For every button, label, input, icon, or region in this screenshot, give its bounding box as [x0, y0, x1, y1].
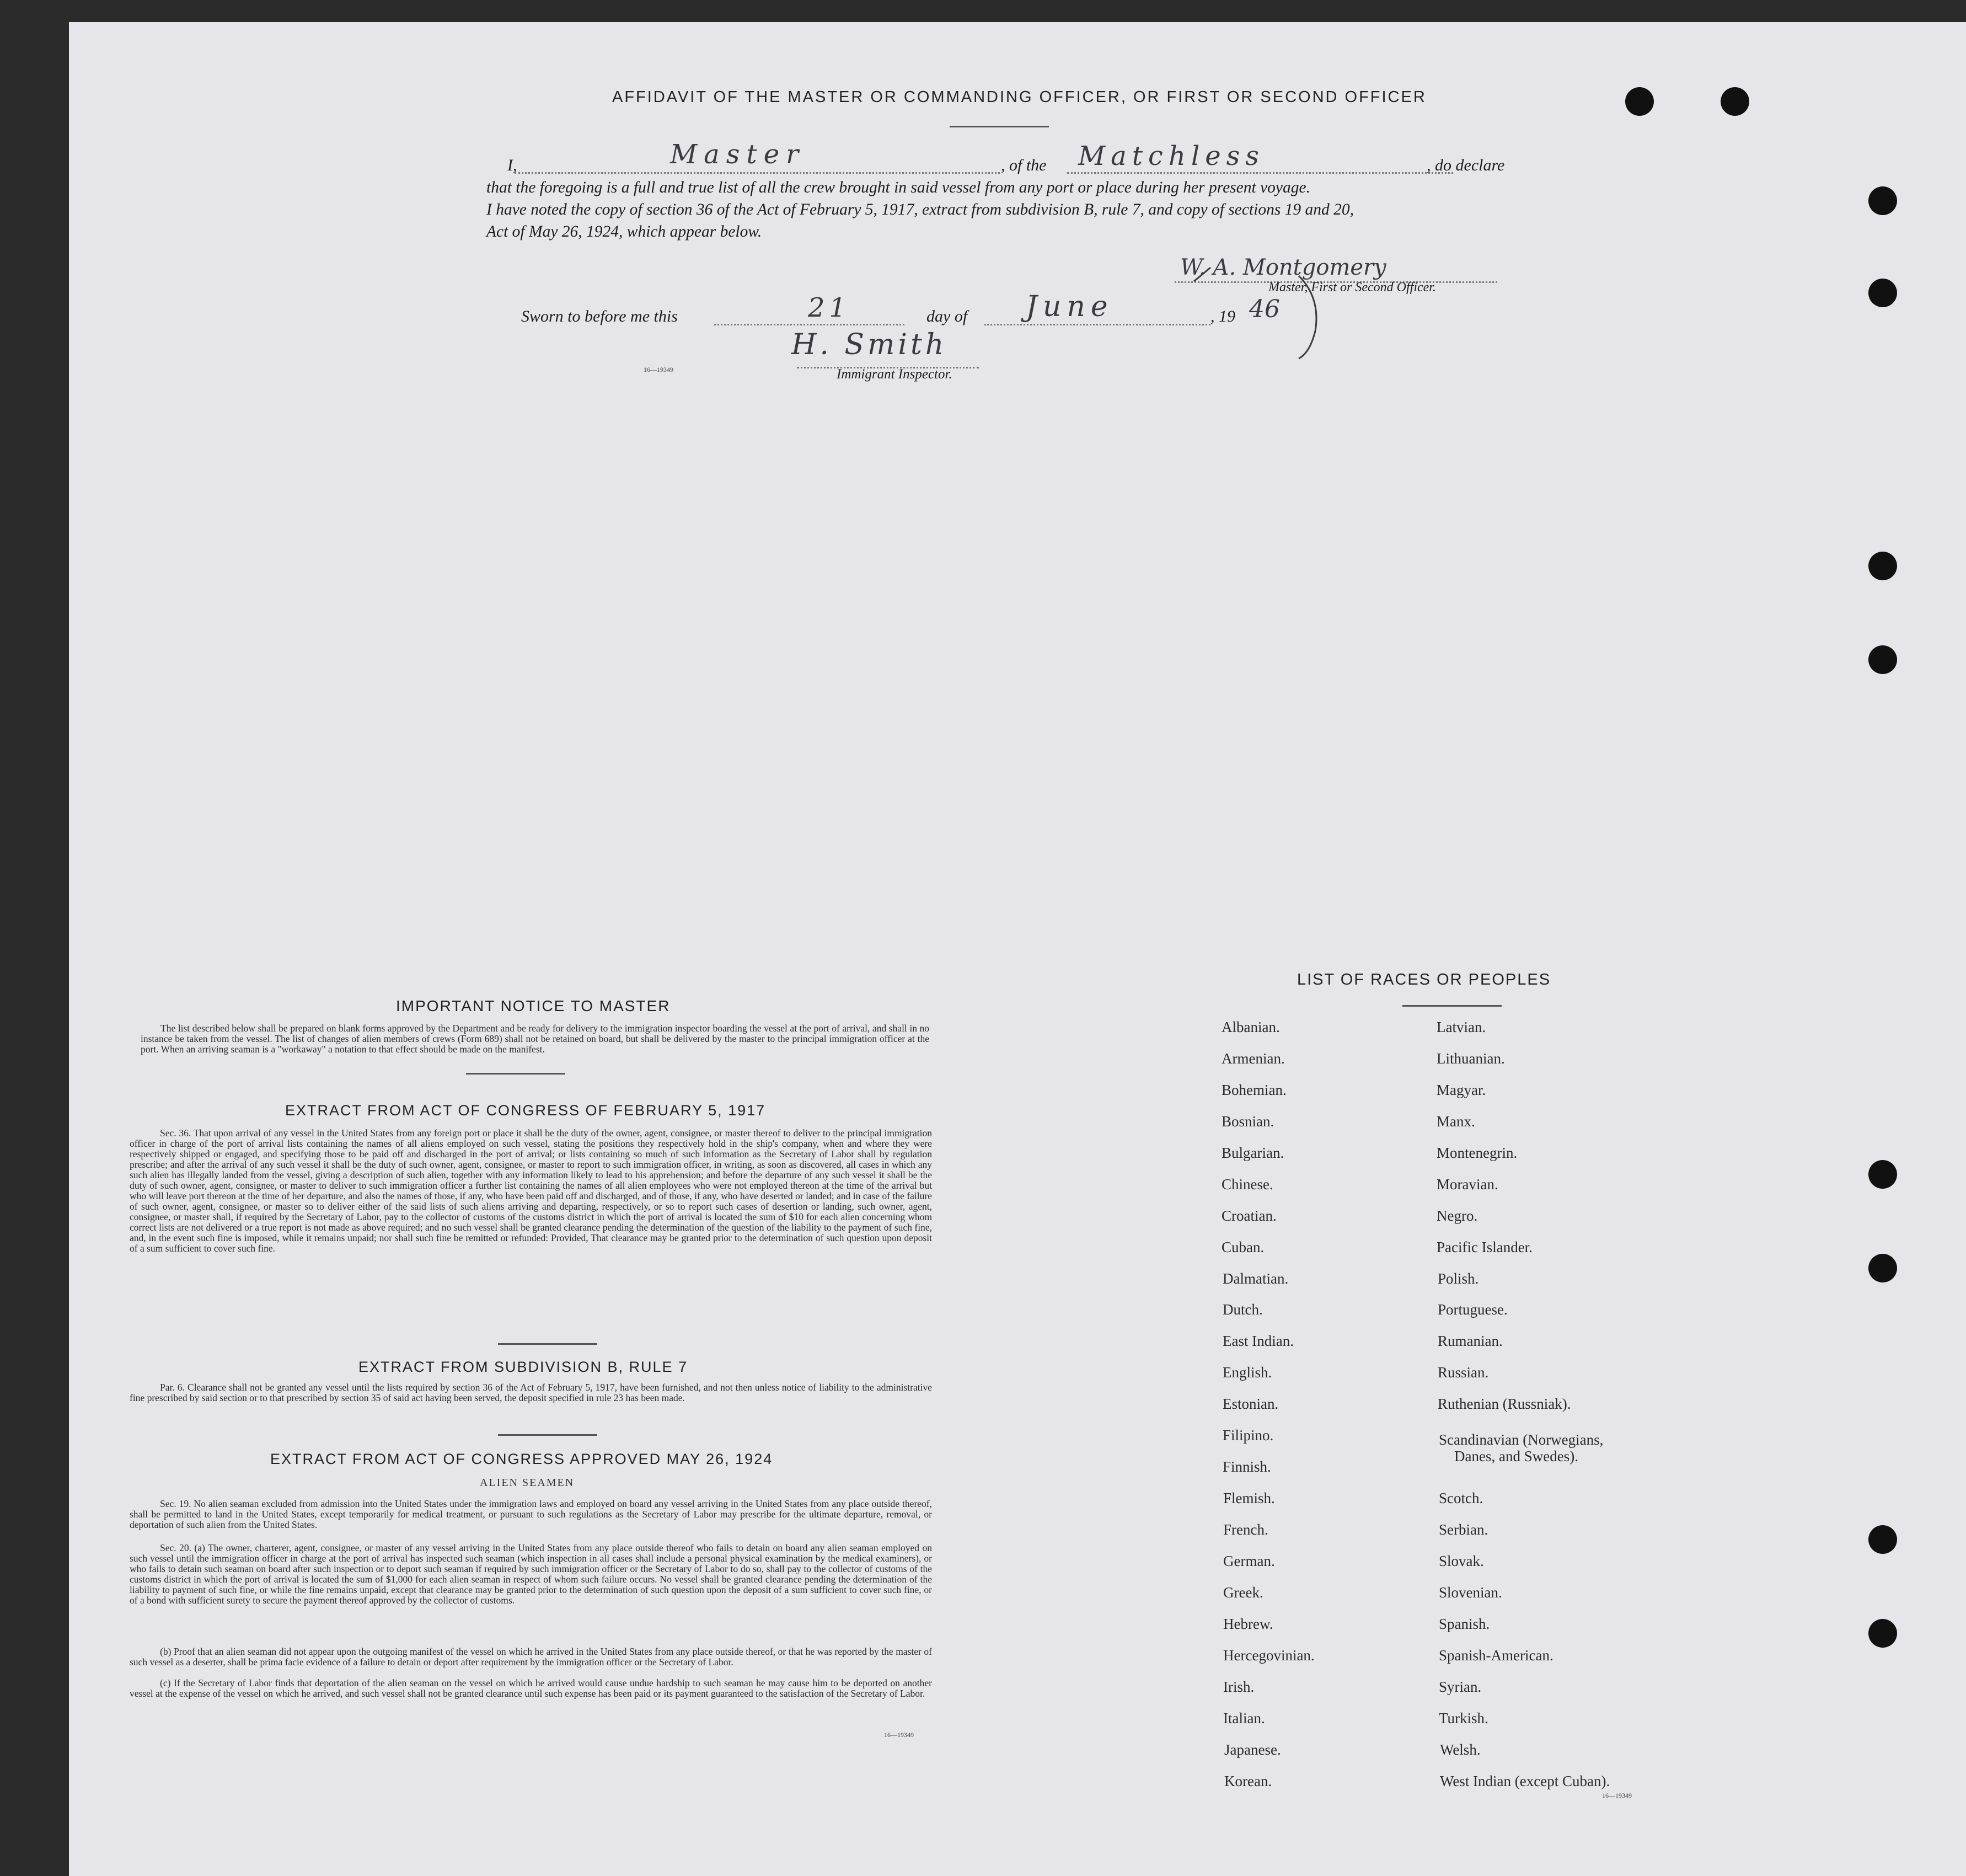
race-item: Moravian.: [1437, 1176, 1498, 1193]
race-item: West Indian (except Cuban).: [1440, 1773, 1610, 1789]
notice-body: The list described below shall be prepared on blank forms approved by the Department and be ready for delivery to the immigration inspector boarding the vessel at the port of arrival, and shall in no instance be taken from the vessel. The list of changes of alien members of crews (Form 689) shall not be retained on board, but shall be delivered by the master to the principal immigration officer at the port. When an arriving seaman is a "workaway" a notation to that effect should be made on the manifest.: [141, 1023, 929, 1055]
document-page: [69, 22, 1966, 1876]
race-item: Japanese.: [1224, 1741, 1281, 1758]
race-item: Bulgarian.: [1222, 1145, 1284, 1161]
sec-19-body: Sec. 19. No alien seaman excluded from admission into the United States under the immigration laws and employed on board any vessel arriving in the United States from any place outside thereof, shall be permitted to land in the United States, except temporarily for medical treatment, or pursuant to such regulations as the Secretary of Labor may prescribe for the ultimate departure, removal, or deportation of such alien from the United States.: [130, 1498, 932, 1530]
race-item: Manx.: [1437, 1113, 1475, 1130]
vessel-field-line: [1067, 172, 1453, 174]
race-item: Turkish.: [1439, 1710, 1488, 1727]
punch-hole: [1868, 1525, 1897, 1554]
race-item: Dutch.: [1223, 1301, 1263, 1318]
race-item: Slovenian.: [1439, 1584, 1502, 1601]
race-item: Scandinavian (Norwegians,: [1439, 1431, 1604, 1448]
master-field-line: [515, 172, 1000, 174]
rule-7-title: EXTRACT FROM SUBDIVISION B, RULE 7: [358, 1359, 688, 1375]
sec-20a-body: Sec. 20. (a) The owner, charterer, agent, consignee, or master of any vessel arriving in the United States from any place outside thereof who fails to detain on board any alien seaman employed on such vessel until the immigration officer in charge at the port of arrival has inspected such seaman (which inspection in all cases shall include a personal physical examination by the medical examiners), or who fails to detain such seaman on board after such inspection or to deport such seaman if required by such immigration officer or the Secretary of Labor to do so, shall pay to the collector of customs of the customs district in which the port of arrival is located the sum of $1,000 for each alien seaman in respect of whom such failure occurs. No vessel shall be granted clearance pending the determination of the liability to payment of such fine, or while the fine remains unpaid, except that clearance may be granted prior to the determination of such question upon the deposit of a sum sufficient to cover such fine, or of a bond with sufficient surety to secure the payment thereof approved by the collector of customs.: [130, 1542, 932, 1606]
inspector-caption: Immigrant Inspector.: [837, 367, 952, 382]
master-signature: W. A. Montgomery: [1180, 255, 1386, 280]
race-item: Slovak.: [1439, 1553, 1484, 1569]
form-number: 16—19349: [644, 366, 673, 373]
race-item: Montenegrin.: [1437, 1145, 1518, 1161]
race-item: Bosnian.: [1222, 1113, 1274, 1130]
month-field-line: [984, 324, 1210, 325]
race-item: Ruthenian (Russniak).: [1438, 1396, 1571, 1412]
day-of-label: day of: [926, 307, 968, 325]
year-field: 46: [1249, 295, 1280, 323]
race-item: Spanish-American.: [1439, 1647, 1553, 1664]
rule-7-body: Par. 6. Clearance shall not be granted any vessel until the lists required by section 36 of the Act of February 5, 1917, have been furnished, and not then unless notice of liability to the administrative fine prescribed by said section or to that prescribed by section 35 of said act having been served, the deposit specified in rule 23 has been made.: [130, 1382, 932, 1403]
signature-caption: Master, First or Second Officer.: [1268, 280, 1436, 295]
race-item: Welsh.: [1440, 1741, 1481, 1758]
race-item: Rumanian.: [1438, 1333, 1503, 1349]
race-item: Spanish.: [1439, 1616, 1490, 1632]
race-item: Portuguese.: [1438, 1301, 1508, 1318]
year-label: , 19: [1210, 307, 1235, 325]
extract-1917-body: Sec. 36. That upon arrival of any vessel in the United States from any foreign port or place it shall be the duty of the owner, agent, consignee, or master thereof to deliver to the principal immigration officer in charge of the port of arrival lists containing the names of all aliens employed on such vessel, stating the positions they respectively hold in the ship's company, when and where they were respectively shipped or engaged, and specifying those to be paid off and discharged in the port of arrival; or lists containing so much of such information as the Secretary of Labor shall by regulation prescribe; and after the arrival of any such vessel it shall be the duty of such owner, agent, consignee, or master to report to such immigration officer, in writing, as soon as discovered, all cases in which any such alien has illegally landed from the vessel, giving a description of such alien, together with any information likely to lead to his apprehension; and before the departure of any such vessel it shall be the duty of such owner, agent, consignee, or master to deliver to such immigration officer a further list containing the names of all alien employees who were not employed thereon at the time of the arrival but who will leave port thereon at the time of her departure, and also the names of those, if any, who have been paid off and discharged, and of those, if any, who have deserted or landed; and in case of the failure of such owner, agent, consignee, or master so to deliver either of the said lists of such aliens arriving and departing, respectively, or so to report such cases of desertion or landing, such owner, agent, consignee, or master shall, if required by the Secretary of Labor, pay to the collector of customs of the customs district in which the port of arrival is located the sum of $10 for each alien concerning whom correct lists are not delivered or a true report is not made as above required; and no such vessel shall be granted clearance pending the determination of the question of the liability to the payment of such fine, and, in the event such fine is imposed, while it remains unpaid; nor shall such fine be remitted or refunded: Provided, That clearance may be granted prior to the determination of such question upon deposit of a sum sufficient to cover such fine.: [130, 1127, 932, 1254]
divider: [1402, 1005, 1502, 1007]
punch-hole: [1868, 552, 1897, 580]
race-item: Danes, and Swedes).: [1454, 1448, 1578, 1465]
day-field: 21: [808, 292, 851, 323]
punch-hole: [1721, 87, 1749, 116]
race-item: Syrian.: [1439, 1679, 1482, 1695]
sworn-label: Sworn to before me this: [521, 307, 678, 325]
race-item: Lithuanian.: [1437, 1050, 1505, 1067]
vessel-field: Matchless: [1078, 141, 1265, 172]
race-item: Hebrew.: [1223, 1616, 1273, 1632]
race-item: Albanian.: [1222, 1019, 1280, 1035]
race-item: Polish.: [1438, 1270, 1479, 1287]
form-number: 16—19349: [884, 1731, 914, 1739]
race-item: Armenian.: [1222, 1050, 1285, 1067]
month-field: June: [1026, 290, 1113, 323]
race-item: French.: [1223, 1521, 1268, 1538]
notice-title: IMPORTANT NOTICE TO MASTER: [396, 997, 671, 1014]
punch-hole: [1868, 1254, 1897, 1282]
race-item: Greek.: [1223, 1584, 1263, 1601]
race-item: English.: [1223, 1364, 1272, 1381]
punch-hole: [1868, 186, 1897, 215]
affidavit-line-1: that the foregoing is a full and true list of all the crew brought in said vessel from any port or place during her present voyage.: [486, 179, 1310, 196]
races-title: LIST OF RACES OR PEOPLES: [1297, 971, 1551, 988]
race-item: Finnish.: [1223, 1458, 1271, 1475]
punch-hole: [1868, 279, 1897, 307]
i-label: I,: [507, 156, 517, 174]
race-item: Magyar.: [1437, 1082, 1486, 1098]
divider: [498, 1343, 597, 1345]
race-item: Pacific Islander.: [1437, 1239, 1533, 1255]
punch-hole: [1625, 87, 1654, 116]
form-number: 16—19349: [1602, 1792, 1632, 1799]
divider: [498, 1434, 597, 1436]
race-item: Korean.: [1224, 1773, 1272, 1789]
race-item: Flemish.: [1223, 1490, 1275, 1506]
race-item: East Indian.: [1223, 1333, 1294, 1349]
extract-1917-title: EXTRACT FROM ACT OF CONGRESS OF FEBRUARY 5, 1917: [285, 1102, 766, 1119]
sec-20b-body: (b) Proof that an alien seaman did not appear upon the outgoing manifest of the vessel on which he arrived in the United States from any place outside thereof, or that he was reported by the master of such vessel as a deserter, shall be prima facie evidence of a failure to detain or deport after requirement by the immigration officer or the Secretary of Labor.: [130, 1646, 932, 1667]
master-field: Master: [670, 139, 806, 170]
of-the-label: , of the: [1001, 156, 1047, 174]
alien-seamen-subtitle: ALIEN SEAMEN: [480, 1477, 575, 1489]
race-item: Irish.: [1223, 1679, 1255, 1695]
do-declare-label: , do declare: [1427, 156, 1505, 174]
race-item: Cuban.: [1222, 1239, 1265, 1255]
punch-hole: [1868, 1160, 1897, 1189]
race-item: Italian.: [1223, 1710, 1265, 1727]
race-item: German.: [1223, 1553, 1275, 1569]
affidavit-line-3: Act of May 26, 1924, which appear below.: [486, 223, 762, 240]
race-item: Filipino.: [1223, 1427, 1274, 1444]
day-field-line: [714, 324, 904, 325]
extract-1924-title: EXTRACT FROM ACT OF CONGRESS APPROVED MAY 26, 1924: [270, 1451, 773, 1467]
sec-20c-body: (c) If the Secretary of Labor finds that deportation of the alien seaman on the vessel on which he arrived would cause undue hardship to such seaman he may cause him to be deported on another vessel at the expense of the vessel on which he arrived, and such vessel shall not be granted clearance until such expense has been paid or its payment guaranteed to the satisfaction of the Secretary of Labor.: [130, 1677, 932, 1699]
punch-hole: [1868, 1619, 1897, 1648]
race-item: Dalmatian.: [1223, 1270, 1289, 1287]
race-item: Chinese.: [1222, 1176, 1273, 1193]
race-item: Scotch.: [1439, 1490, 1483, 1506]
race-item: Russian.: [1438, 1364, 1489, 1381]
race-item: Negro.: [1437, 1207, 1478, 1224]
affidavit-line-2: I have noted the copy of section 36 of the Act of February 5, 1917, extract from subdivision B, rule 7, and copy of sections 19 and 20,: [486, 201, 1354, 218]
affidavit-title: AFFIDAVIT OF THE MASTER OR COMMANDING OFFICER, OR FIRST OR SECOND OFFICER: [612, 88, 1427, 106]
race-item: Serbian.: [1439, 1521, 1488, 1538]
punch-hole: [1868, 645, 1897, 674]
race-item: Bohemian.: [1222, 1082, 1287, 1098]
inspector-signature: H. Smith: [791, 328, 947, 361]
race-item: Croatian.: [1222, 1207, 1277, 1224]
race-item: Hercegovinian.: [1223, 1647, 1315, 1664]
race-item: Latvian.: [1437, 1019, 1486, 1035]
race-item: Estonian.: [1223, 1396, 1279, 1412]
divider: [950, 126, 1049, 127]
divider: [466, 1073, 565, 1075]
